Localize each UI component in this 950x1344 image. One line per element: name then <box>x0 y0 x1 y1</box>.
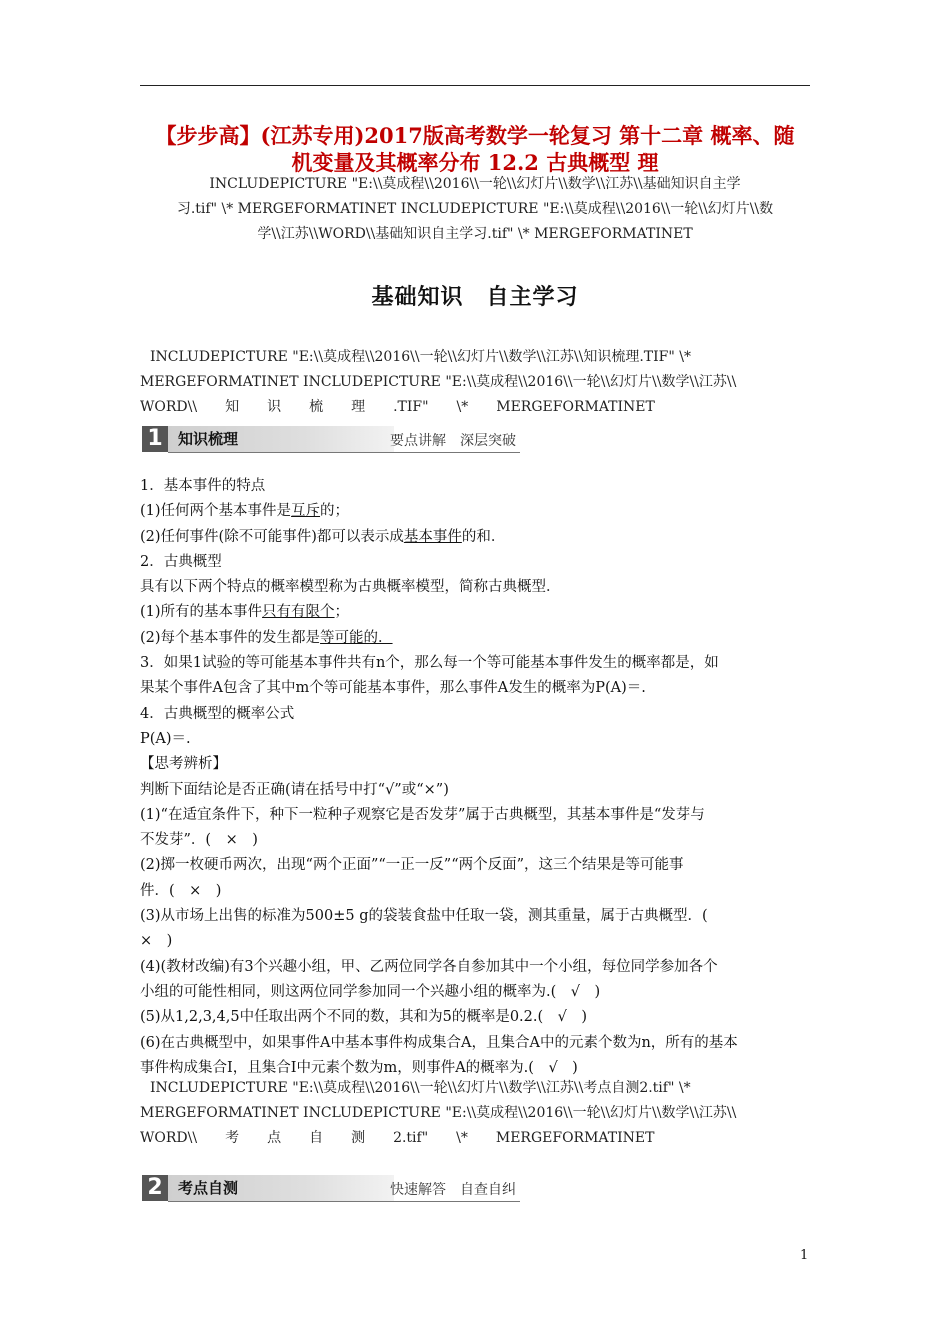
includepicture-field-2 <box>140 345 810 420</box>
banner-underline <box>168 452 520 453</box>
section-title: 基础知识 自主学习 <box>371 285 579 310</box>
includepicture-field-3 <box>140 1076 810 1151</box>
underlined-term: 基本事件 <box>403 528 462 545</box>
question-6-line-2: 事件构成集合I，且集合I中元素个数为m，则事件A的概率为.( √ ) <box>140 1059 578 1076</box>
question-5: (5)从1,2,3,4,5中任取出两个不同的数，其和为5的概率是0.2.( √ ) <box>140 1009 588 1026</box>
banner-subtitle: 要点讲解 深层突破 <box>390 433 516 449</box>
banner-number: 1 <box>142 426 168 452</box>
question-6-line-1: (6)在古典概型中，如果事件A中基本事件构成集合A，且集合A中的元素个数为n，所有的基本 <box>140 1034 738 1051</box>
point-3-line-2: 果某个事件A包含了其中m个等可能基本事件，那么事件A发生的概率为P(A)＝. <box>140 680 646 697</box>
field-line: INCLUDEPICTURE "E:\\莫成程\\2016\\一轮\\幻灯片\\数学\\江苏\\基础知识自主学 <box>209 176 741 192</box>
underlined-term: 互斥 <box>291 503 321 520</box>
banner-knowledge-review <box>140 426 520 452</box>
point-2a: (1)所有的基本事件只有有限个； <box>140 604 350 621</box>
question-3-line-1: (3)从市场上出售的标准为500±5 g的袋装食盐中任取一袋，测其重量，属于古典概型．( <box>140 908 708 925</box>
banner-label: 知识梳理 <box>168 426 394 452</box>
underlined-term: 等可能的． <box>320 629 393 646</box>
underlined-term: 只有有限个 <box>262 604 335 621</box>
question-4-line-1: (4)(教材改编)有3个兴趣小组，甲、乙两位同学各自参加其中一个小组，每位同学参加各个 <box>140 958 718 975</box>
banner-subtitle: 快速解答 自查自纠 <box>390 1182 516 1198</box>
main-content <box>140 474 812 1081</box>
title-line-2: 机变量及其概率分布 12.2 古典概型 理 <box>291 150 659 175</box>
banner-number: 2 <box>142 1175 168 1201</box>
point-2b: (2)每个基本事件的发生都是等可能的． <box>140 626 812 651</box>
think-heading: 【思考辨析】 <box>140 756 227 773</box>
question-4-line-2: 小组的可能性相同，则这两位同学参加同一个兴趣小组的概率为.( √ ) <box>140 983 601 1000</box>
question-1-line-2: 不发芽”．( × ) <box>140 832 258 849</box>
banner-self-test <box>140 1175 520 1201</box>
field-line: INCLUDEPICTURE "E:\\莫成程\\2016\\一轮\\幻灯片\\数学\\江苏\\考点自测2.tif" \* <box>150 1080 691 1096</box>
field-line: 习.tif" \* MERGEFORMATINET INCLUDEPICTURE "E:\\莫成程\\2016\\一轮\\幻灯片\\数 <box>176 201 774 217</box>
document-title <box>140 122 810 176</box>
question-2-line-1: (2)掷一枚硬币两次，出现“两个正面”“一正一反”“两个反面”，这三个结果是等可能事 <box>140 857 684 874</box>
definition-2: 具有以下两个特点的概率模型称为古典概率模型，简称古典概型． <box>140 579 561 596</box>
field-line: INCLUDEPICTURE "E:\\莫成程\\2016\\一轮\\幻灯片\\数学\\江苏\\知识梳理.TIF" \* <box>150 349 691 365</box>
heading-1: 1．基本事件的特点 <box>140 478 266 494</box>
field-line: MERGEFORMATINET INCLUDEPICTURE "E:\\莫成程\\2016\\一轮\\幻灯片\\数学\\江苏\\ <box>140 374 737 390</box>
title-line-1: 【步步高】(江苏专用)2017版高考数学一轮复习 第十二章 概率、随 <box>155 123 795 148</box>
point-1a: (1)任何两个基本事件是互斥的； <box>140 503 350 520</box>
heading-2: 2．古典概型 <box>140 553 222 570</box>
question-1-line-1: (1)“在适宜条件下，种下一粒种子观察它是否发芽”属于古典概型，其基本事件是“发芽与 <box>140 806 705 823</box>
field-line: WORD\\ 知 识 梳 理 .TIF" \* MERGEFORMATINET <box>140 399 655 415</box>
field-line: MERGEFORMATINET INCLUDEPICTURE "E:\\莫成程\\2016\\一轮\\幻灯片\\数学\\江苏\\ <box>140 1105 737 1121</box>
field-line: 学\\江苏\\WORD\\基础知识自主学习.tif" \* MERGEFORMATINET <box>257 226 693 242</box>
formula-4: P(A)＝. <box>140 730 191 747</box>
banner-label: 考点自测 <box>168 1175 394 1201</box>
includepicture-field-1 <box>140 172 810 247</box>
question-3-line-2: × ) <box>140 933 173 950</box>
header-rule <box>140 85 810 86</box>
banner-underline <box>168 1201 520 1202</box>
question-2-line-2: 件．( × ) <box>140 882 222 899</box>
page-number: 1 <box>800 1248 809 1263</box>
heading-4: 4．古典概型的概率公式 <box>140 705 295 722</box>
point-3-line-1: 3．如果1试验的等可能基本事件共有n个，那么每一个等可能基本事件发生的概率都是，如 <box>140 655 719 672</box>
field-line: WORD\\ 考 点 自 测 2.tif" \* MERGEFORMATINET <box>140 1130 655 1146</box>
judge-instruction: 判断下面结论是否正确(请在括号中打“√”或“×”) <box>140 781 449 798</box>
point-1b: (2)任何事件(除不可能事件)都可以表示成基本事件的和． <box>140 528 506 545</box>
